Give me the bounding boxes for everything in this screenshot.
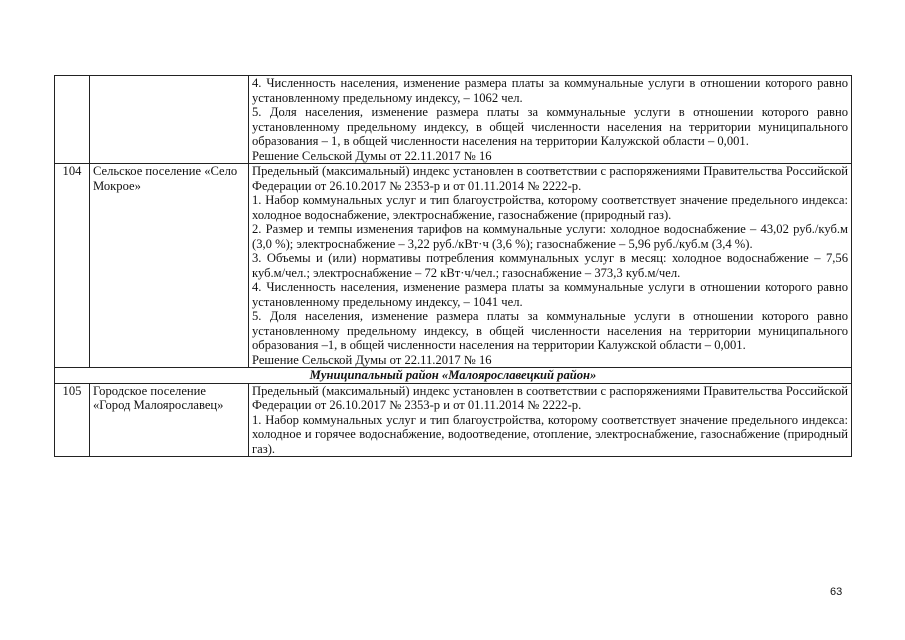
table-row [55, 383, 852, 457]
document-table [54, 75, 852, 457]
description-cell [249, 164, 852, 368]
description-paragraph: 1. Набор коммунальных услуг и тип благоустройства, которому соответствует значение предельного индекса: холодное водоснабжение, электроснабжение, газоснабжение (природный газ). [252, 193, 848, 222]
document-table-body [55, 76, 852, 457]
description-paragraph: 5. Доля населения, изменение размера платы за коммунальные услуги в отношении которого равно установленному предельному индексу, в общей численности населения на территории муниципального образования – 1, в общей численности населения на территории Калужской области – 0,001. [252, 105, 848, 148]
page-number: 63 [830, 586, 843, 598]
municipality-name: Сельское поселение «Село Мокрое» [90, 164, 249, 368]
row-number [55, 76, 90, 164]
description-paragraph: 5. Доля населения, изменение размера платы за коммунальные услуги в отношении которого равно установленному предельному индексу, в общей численности населения на территории муниципального образования –1, в общей численности населения на территории Калужской области – 0,001. [252, 309, 848, 352]
description-paragraph: Предельный (максимальный) индекс установлен в соответствии с распоряжениями Правительства Российской Федерации от 26.10.2017 № 2353-р и от 01.11.2014 № 2222-р. [252, 383, 848, 412]
description-paragraph: 2. Размер и темпы изменения тарифов на коммунальные услуги: холодное водоснабжение – 43,02 руб./куб.м (3,0 %); электроснабжение – 3,22 руб./кВт·ч (3,6 %); газоснабжение – 5,96 руб./куб.м (3,4 %). [252, 222, 848, 251]
row-number: 105 [55, 383, 90, 457]
table-row [55, 76, 852, 164]
description-cell [249, 76, 852, 164]
section-row [55, 368, 852, 384]
description-paragraph: Решение Сельской Думы от 22.11.2017 № 16 [252, 148, 492, 163]
description-paragraph: Предельный (максимальный) индекс установлен в соответствии с распоряжениями Правительства Российской Федерации от 26.10.2017 № 2353-р и от 01.11.2014 № 2222-р. [252, 164, 848, 193]
municipality-name [90, 76, 249, 164]
description-paragraph: 3. Объемы и (или) нормативы потребления коммунальных услуг в месяц: холодное водоснабжение – 7,56 куб.м/чел.; электроснабжение – 72 кВт·ч/чел.; газоснабжение – 373,3 куб.м/чел. [252, 251, 848, 280]
table-row [55, 164, 852, 368]
description-paragraph: 4. Численность населения, изменение размера платы за коммунальные услуги в отношении которого равно установленному предельному индексу, – 1062 чел. [252, 76, 848, 105]
description-paragraph: 4. Численность населения, изменение размера платы за коммунальные услуги в отношении которого равно установленному предельному индексу, – 1041 чел. [252, 280, 848, 309]
description-cell [249, 383, 852, 457]
row-number: 104 [55, 164, 90, 368]
section-heading: Муниципальный район «Малоярославецкий район» [55, 368, 852, 384]
description-paragraph: Решение Сельской Думы от 22.11.2017 № 16 [252, 352, 492, 367]
description-paragraph: 1. Набор коммунальных услуг и тип благоустройства, которому соответствует значение предельного индекса: холодное и горячее водоснабжение, водоотведение, отопление, электроснабжение, газоснабжение (природный газ). [252, 412, 848, 456]
municipality-name: Городское поселение «Город Малоярославец» [90, 383, 249, 457]
